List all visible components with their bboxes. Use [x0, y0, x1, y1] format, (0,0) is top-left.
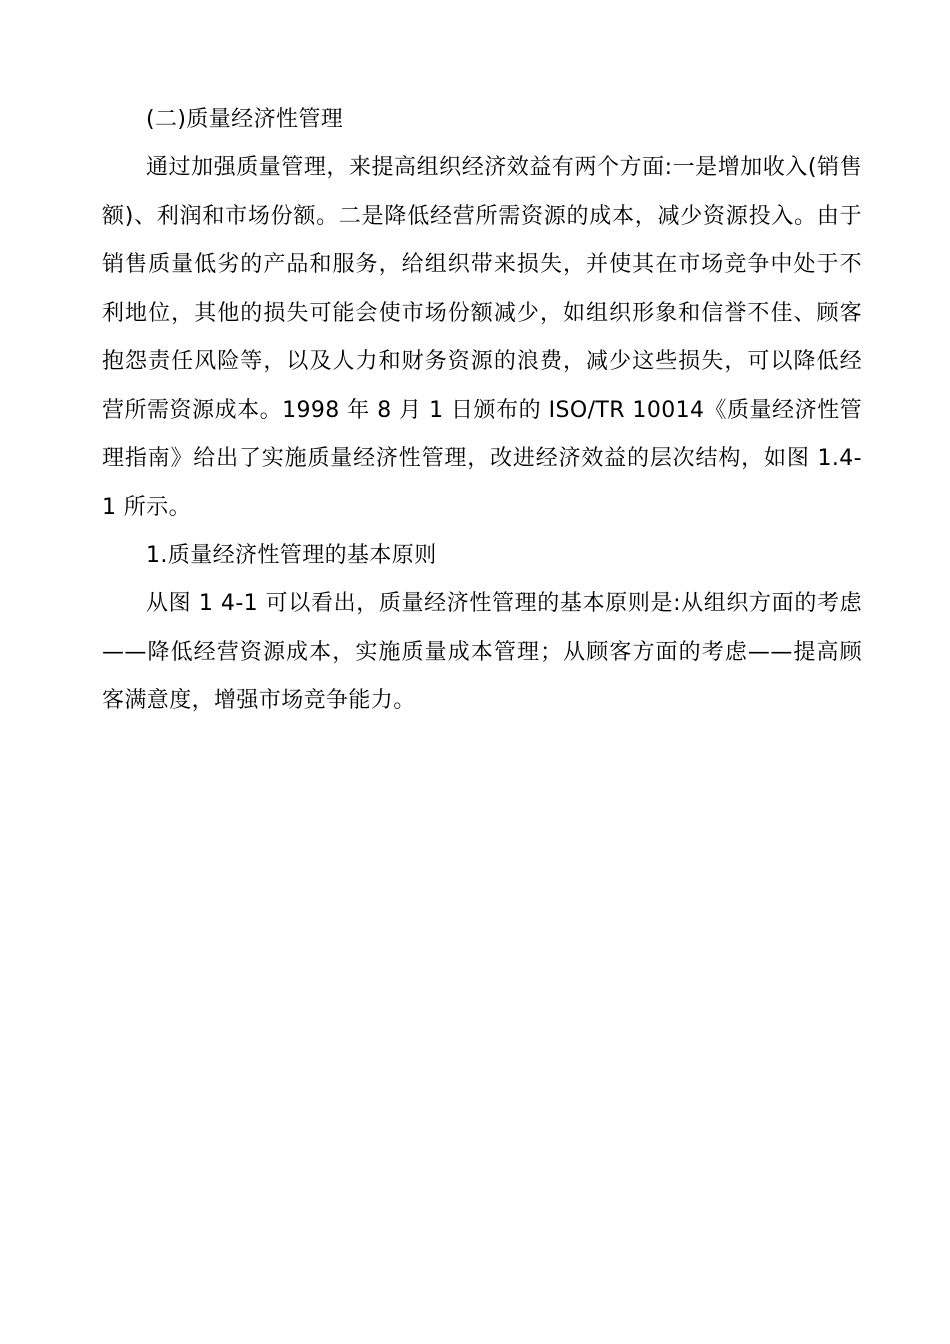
- section-heading: (二)质量经济性管理: [146, 107, 344, 132]
- subsection-heading: 1.质量经济性管理的基本原则: [146, 543, 437, 568]
- intro-paragraph: 通过加强质量管理，来提高组织经济效益有两个方面:一是增加收入(销售额)、利润和市场份额。二是降低经营所需资源的成本，减少资源投入。由于销售质量低劣的产品和服务，给组织带来损失，并使其在市场竞争中处于不利地位，其他的损失可能会使市场份额减少，如组织形象和信誉不佳、顾客抱怨责任风险等，以及人力和财务资源的浪费，减少这些损失，可以降低经营所需资源成本。1998 年 8 月 1 日颁布的 ISO/TR 10014《质量经济性管理指南》给出了实施质量经济性管理，改进经济效益的层次结构，如图 1.4-1 所示。: [102, 155, 862, 520]
- document-body: [102, 96, 862, 726]
- principles-paragraph: 从图 1 4-1 可以看出，质量经济性管理的基本原则是:从组织方面的考虑——降低经营资源成本，实施质量成本管理；从顾客方面的考虑——提高顾客满意度，增强市场竞争能力。: [102, 591, 862, 713]
